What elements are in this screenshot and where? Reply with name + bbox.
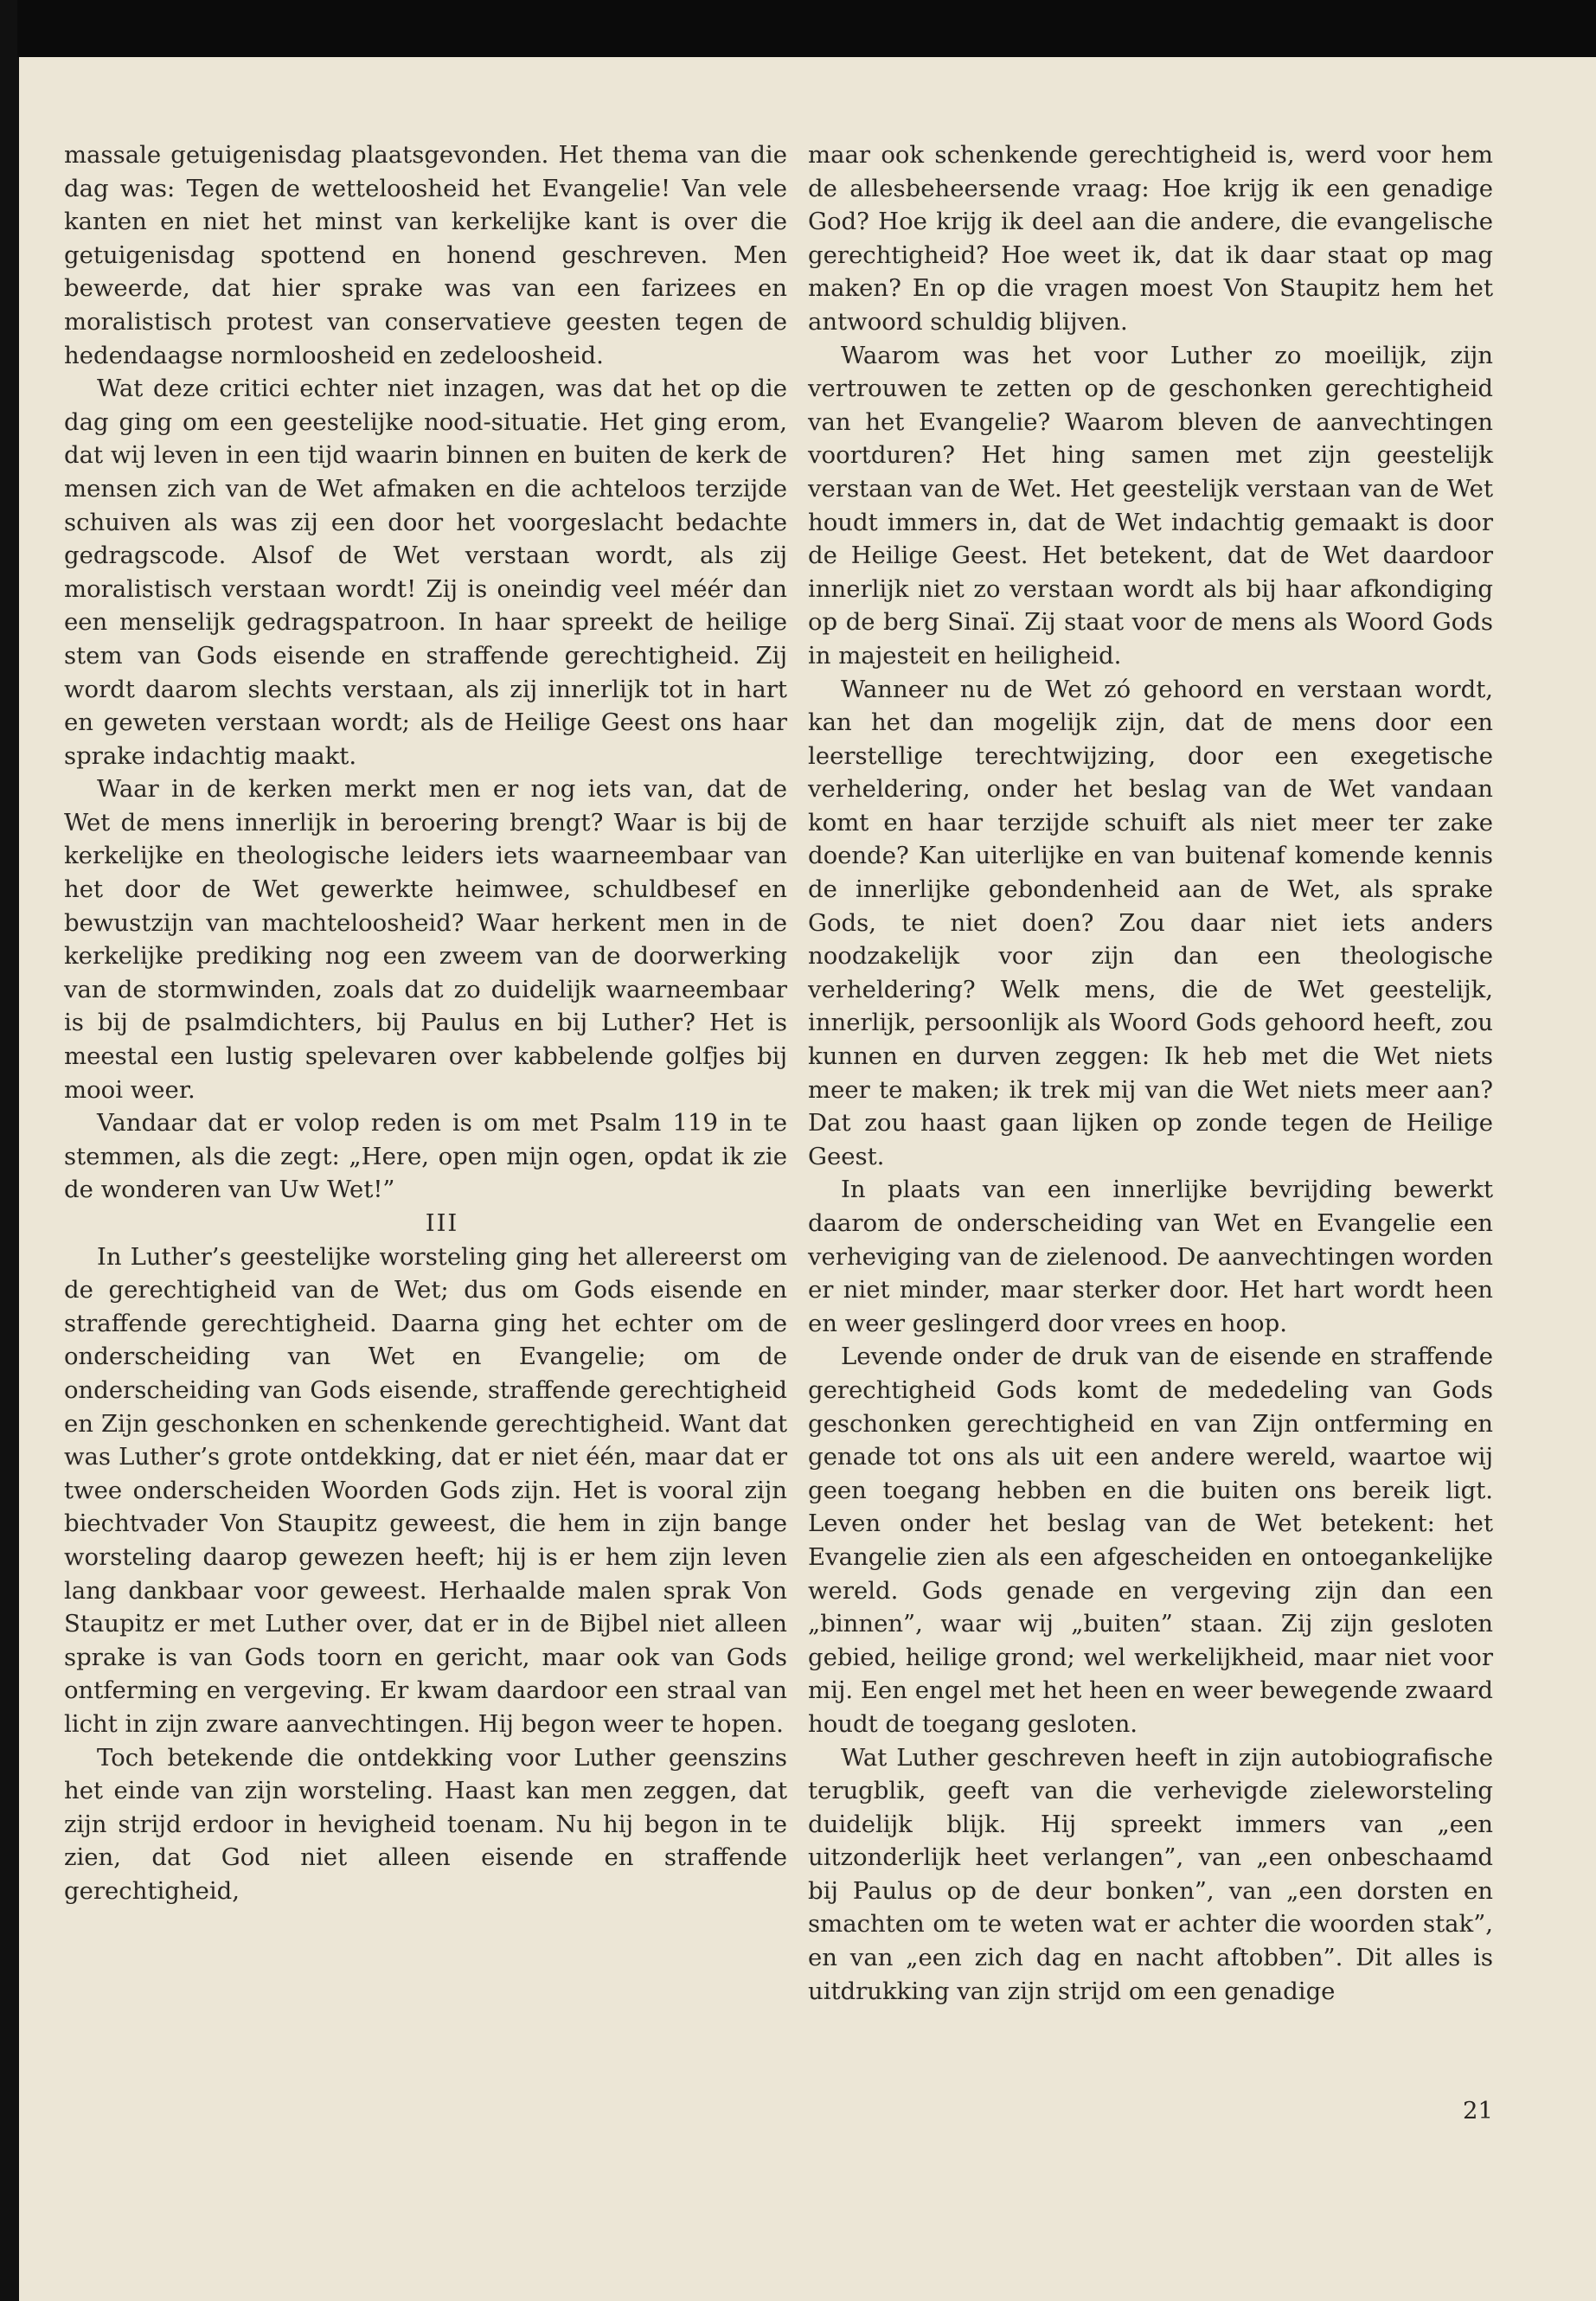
scan-left-edge bbox=[0, 0, 19, 2301]
paragraph: Wat deze critici echter niet inzagen, was dat het op die dag ging om een geestelijke nood-situatie. Het ging erom, dat wij leven in een tijd waarin binnen en buiten de kerk de mensen zich van de Wet afmaken en die achteloos terzijde schuiven als was zij een door het voorgeslacht bedachte gedragscode. Alsof de Wet verstaan wordt, als zij moralistisch verstaan wordt! Zij is oneindig veel méér dan een menselijk gedragspatroon. In haar spreekt de heilige stem van Gods eisende en straffende gerechtigheid. Zij wordt daarom slechts verstaan, als zij innerlijk tot in hart en geweten verstaan wordt; als de Heilige Geest ons haar sprake indachtig maakt. bbox=[64, 375, 787, 770]
paragraph: maar ook schenkende gerechtigheid is, werd voor hem de allesbeheersende vraag: Hoe krijg ik een genadige God? Hoe krijg ik deel aan die andere, die evangelische gerechtigheid? Hoe weet ik, dat ik daar staat op mag maken? En op die vragen moest Von Staupitz hem het antwoord schuldig blijven. bbox=[808, 141, 1493, 336]
paragraph: In Luther’s geestelijke worsteling ging het allereerst om de gerechtigheid van de Wet; dus om Gods eisende en straffende gerechtigheid. Daarna ging het echter om de onderscheiding van Wet en Evangelie; om de onderscheiding van Gods eisende, straffende gerechtigheid en Zijn geschonken en schenkende gerechtigheid. Want dat was Luther’s grote ontdekking, dat er niet één, maar dat er twee onderscheiden Woorden Gods zijn. Het is vooral zijn biechtvader Von Staupitz geweest, die hem in zijn bange worsteling daarop gewezen heeft; hij is er hem zijn leven lang dankbaar voor geweest. Herhaalde malen sprak Von Staupitz er met Luther over, dat er in de Bijbel niet alleen sprake is van Gods toorn en gericht, maar ook van Gods ontferming en vergeving. Er kwam daardoor een straal van licht in zijn zware aanvechtingen. Hij begon weer te hopen. bbox=[64, 1242, 787, 1738]
paragraph: Vandaar dat er volop reden is om met Psalm 119 in te stemmen, als die zegt: „Here, open mijn ogen, opdat ik zie de wonderen van Uw Wet!” bbox=[64, 1109, 787, 1204]
page-number: 21 bbox=[1463, 2097, 1493, 2125]
paragraph: Wanneer nu de Wet zó gehoord en verstaan wordt, kan het dan mogelijk zijn, dat de mens door een leerstellige terechtwijzing, door een exegetische verheldering, onder het beslag van de Wet vandaan komt en haar terzijde schuift als niet meer ter zake doende? Kan uiterlijke en van buitenaf komende kennis de innerlijke gebondenheid aan de Wet, als sprake Gods, te niet doen? Zou daar niet iets anders noodzakelijk voor zijn dan een theologische verheldering? Welk mens, die de Wet geestelijk, innerlijk, persoonlijk als Woord Gods gehoord heeft, zou kunnen en durven zeggen: Ik heb met die Wet niets meer te maken; ik trek mij van die Wet niets meer aan? Dat zou haast gaan lijken op zonde tegen de Heilige Geest. bbox=[808, 675, 1493, 1170]
paragraph: massale getuigenisdag plaatsgevonden. Het thema van die dag was: Tegen de wetteloosheid het Evangelie! Van vele kanten en niet het minst van kerkelijke kant is over die getuigenisdag spottend en honend geschreven. Men beweerde, dat hier sprake was van een farizees en moralistisch protest van conservatieve geesten tegen de hedendaagse normloosheid en zedeloosheid. bbox=[64, 141, 787, 369]
paragraph: Waar in de kerken merkt men er nog iets van, dat de Wet de mens innerlijk in beroering brengt? Waar is bij de kerkelijke en theologische leiders iets waarneembaar van het door de Wet gewerkte heimwee, schuldbesef en bewustzijn van machteloosheid? Waar herkent men in de kerkelijke prediking nog een zweem van de doorwerking van de stormwinden, zoals dat zo duidelijk waarneembaar is bij de psalmdichters, bij Paulus en bij Luther? Het is meestal een lustig spelevaren over kabbelende golfjes bij mooi weer. bbox=[64, 775, 787, 1104]
paragraph: Wat Luther geschreven heeft in zijn autobiografische terugblik, geeft van die verhevigde zieleworsteling duidelijk blijk. Hij spreekt immers van „een uitzonderlijk heet verlangen”, van „een onbeschaamd bij Paulus op de deur bonken”, van „een dorsten en smachten om te weten wat er achter die woorden stak”, en van „een zich dag en nacht aftobben”. Dit alles is uitdrukking van zijn strijd om een genadige bbox=[808, 1743, 1493, 2005]
book-page bbox=[19, 57, 1596, 2301]
left-column bbox=[64, 138, 787, 1907]
paragraph: Toch betekende die ontdekking voor Luther geenszins het einde van zijn worsteling. Haast kan men zeggen, dat zijn strijd erdoor in hevigheid toenam. Nu hij begon in te zien, dat God niet alleen eisende en straffende gerechtigheid, bbox=[64, 1743, 787, 1905]
right-column bbox=[808, 138, 1493, 2008]
scan-top-border bbox=[17, 0, 1596, 57]
paragraph: Levende onder de druk van de eisende en straffende gerechtigheid Gods komt de mededeling van Gods geschonken gerechtigheid en van Zijn ontferming en genade tot ons als uit een andere wereld, waartoe wij geen toegang hebben en die buiten ons bereik ligt. Leven onder het beslag van de Wet betekent: het Evangelie zien als een afgescheiden en ontoegankelijke wereld. Gods genade en vergeving zijn dan een „binnen”, waar wij „buiten” staan. Zij zijn gesloten gebied, heilige grond; wel werkelijkheid, maar niet voor mij. Een engel met het heen en weer bewegende zwaard houdt de toegang gesloten. bbox=[808, 1343, 1493, 1738]
paragraph: In plaats van een innerlijke bevrijding bewerkt daarom de onderscheiding van Wet en Evangelie een verheviging van de zielenood. De aanvechtingen worden er niet minder, maar sterker door. Het hart wordt heen en weer geslingerd door vrees en hoop. bbox=[808, 1176, 1493, 1337]
paragraph: Waarom was het voor Luther zo moeilijk, zijn vertrouwen te zetten op de geschonken gerechtigheid van het Evangelie? Waarom bleven de aanvechtingen voortduren? Het hing samen met zijn geestelijk verstaan van de Wet. Het geestelijk verstaan van de Wet houdt immers in, dat de Wet indachtig gemaakt is door de Heilige Geest. Het betekent, dat de Wet daardoor innerlijk niet zo verstaan wordt als bij haar afkondiging op de berg Sinaï. Zij staat voor de mens als Woord Gods in majesteit en heiligheid. bbox=[808, 341, 1493, 670]
section-heading: III bbox=[425, 1209, 459, 1237]
